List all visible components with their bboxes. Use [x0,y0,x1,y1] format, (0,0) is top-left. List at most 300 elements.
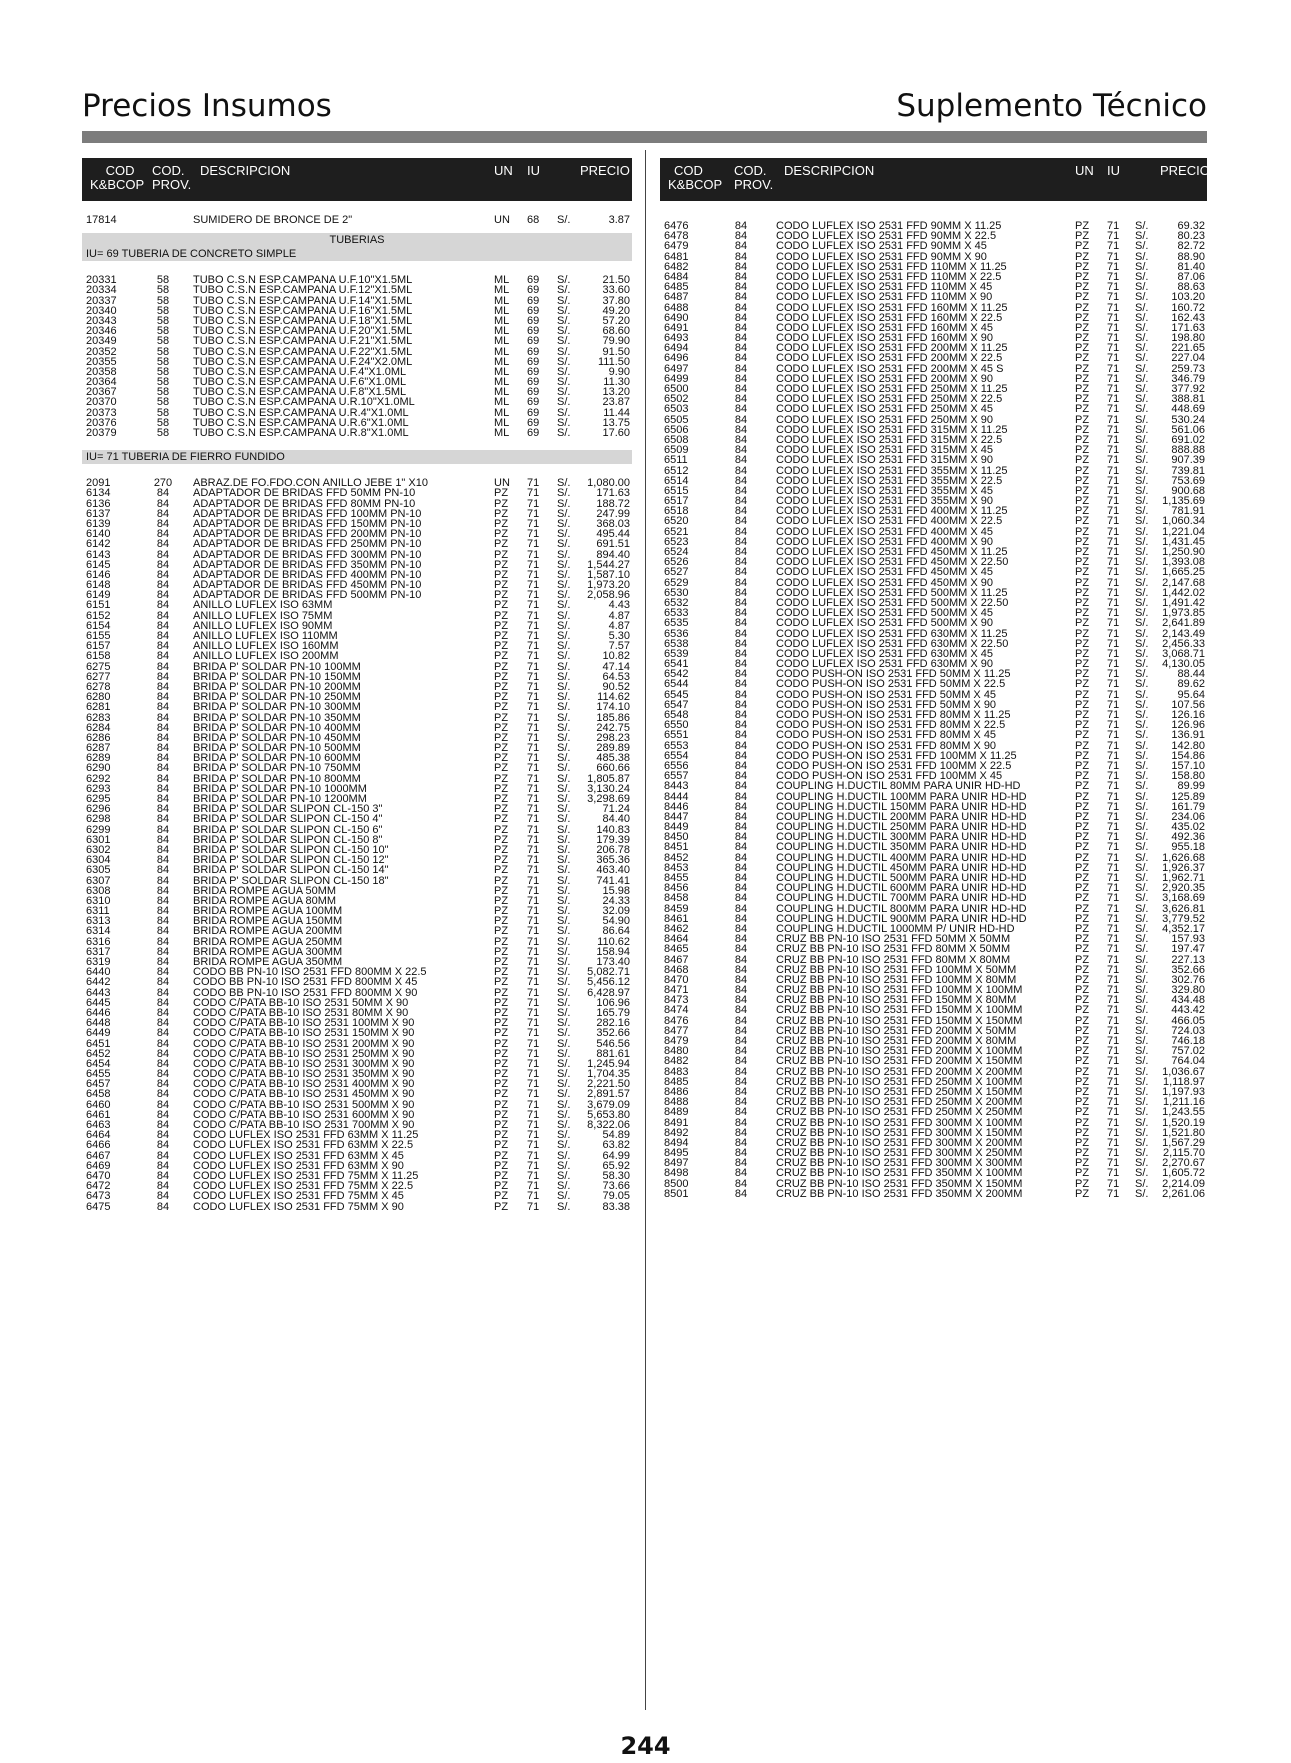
provider-code: 84 [156,680,170,693]
iu-index: 71 [1107,596,1120,609]
iu-index: 71 [1107,454,1120,467]
unit: PZ [494,742,509,755]
unit: PZ [1075,668,1090,681]
item-description: TUBO C.S.N ESP.CAMPANA U.F.12"X1.5ML [193,284,413,297]
iu-index: 71 [527,640,540,653]
item-code: 6500 [664,383,689,395]
iu-index: 71 [527,1149,540,1162]
item-code: 8495 [664,1147,689,1160]
header-codprov [152,164,191,192]
price: 3,298.69 [587,793,630,805]
iu-index: 71 [1107,260,1120,273]
price: 2,641.89 [1162,617,1205,630]
unit: PZ [1075,729,1090,742]
item-description: BRIDA P' SOLDAR SLIPON CL-150 6" [193,823,383,836]
header-desc: DESCRIPCION [200,163,291,178]
iu-index: 71 [527,915,540,928]
price: 65.92 [602,1159,630,1172]
price: 660.66 [596,762,630,775]
item-code: 6490 [664,311,689,324]
price: 1,245.94 [587,1057,630,1070]
item-code: 6467 [86,1149,111,1162]
item-description: ANILLO LUFLEX ISO 200MM [193,650,339,663]
item-code: 6530 [664,586,689,599]
item-code: 8500 [664,1177,689,1190]
unit: PZ [494,680,509,693]
unit: PZ [1075,658,1090,671]
provider-code: 84 [734,668,748,681]
iu-index: 71 [527,589,540,602]
price: 71.24 [602,803,630,816]
currency: S/. [1135,586,1149,599]
item-description: BRIDA P' SOLDAR SLIPON CL-150 14" [193,864,389,877]
item-description: CODO PUSH-ON ISO 2531 FFD 100MM X 22.5 [776,759,1012,772]
currency: S/. [1135,709,1149,721]
provider-code: 84 [734,220,748,232]
provider-code: 84 [156,1169,170,1182]
unit: PZ [494,884,509,897]
item-code: 8473 [664,994,689,1007]
currency: S/. [557,1190,571,1203]
provider-code: 58 [156,335,170,348]
item-description: ADAPTADOR DE BRIDAS FFD 500MM PN-10 [193,589,422,602]
item-description: CRUZ BB PN-10 ISO 2531 FFD 200MM X 80MM [776,1035,1017,1047]
unit: PZ [494,1078,509,1091]
currency: S/. [557,1006,571,1019]
item-description: COUPLING H.DUCTIL 500MM PARA UNIR HD-HD [776,872,1027,884]
price: 158.94 [596,945,630,958]
provider-code: 84 [734,617,748,630]
price: 11.44 [603,406,630,419]
item-code: 6443 [86,986,111,999]
iu-index: 71 [1107,311,1120,324]
unit: PZ [1075,556,1090,569]
iu-index: 71 [1107,220,1120,232]
price: 69.32 [1177,220,1205,232]
item-code: 6137 [86,507,111,520]
provider-code: 84 [734,800,748,813]
price: 162.43 [1171,311,1205,324]
iu-index: 71 [1107,963,1120,976]
currency: S/. [1135,423,1149,436]
currency: S/. [1135,658,1149,671]
currency: S/. [1135,301,1149,314]
item-description: CODO LUFLEX ISO 2531 FFD 630MM X 45 [776,647,994,660]
unit: PZ [1075,495,1090,508]
currency: S/. [557,568,571,581]
item-description: CODO LUFLEX ISO 2531 FFD 630MM X 22.50 [776,637,1009,650]
item-description: BRIDA P' SOLDAR SLIPON CL-150 18" [193,874,389,887]
provider-code: 84 [156,487,170,500]
item-description: CRUZ BB PN-10 ISO 2531 FFD 200MM X 100MM [776,1045,1023,1058]
price: 136.91 [1171,729,1205,742]
unit: PZ [1075,301,1090,314]
item-code: 6550 [664,719,689,732]
item-description: ADAPTADOR DE BRIDAS FFD 50MM PN-10 [193,487,416,500]
iu-index: 71 [1107,810,1120,823]
item-code: 8456 [664,882,689,895]
currency: S/. [557,517,571,530]
unit: PZ [494,619,509,632]
unit: PZ [1075,454,1090,467]
provider-code: 84 [734,596,748,609]
item-code: 6442 [86,976,111,989]
item-description: COUPLING H.DUCTIL 900MM PARA UNIR HD-HD [776,912,1027,925]
item-code: 8479 [664,1035,689,1047]
currency: S/. [1135,403,1149,416]
item-code: 6539 [664,647,689,660]
provider-code: 84 [734,1187,748,1200]
currency: S/. [1135,963,1149,976]
unit: PZ [494,935,509,948]
provider-code: 84 [734,1106,748,1119]
provider-code: 84 [734,1014,748,1027]
currency: S/. [1135,1004,1149,1017]
iu-index: 71 [1107,678,1120,691]
item-description: CODO LUFLEX ISO 2531 FFD 355MM X 11.25 [776,464,1008,477]
unit: PZ [494,1057,509,1070]
unit: PZ [494,1047,509,1060]
header-kbcop-label: K&BCOP [668,177,723,192]
price: 1,197.93 [1162,1085,1205,1098]
provider-code: 84 [156,640,170,653]
currency: S/. [1135,973,1149,986]
price: 888.88 [1171,444,1205,457]
provider-code: 58 [156,284,170,297]
item-code: 6314 [86,925,111,938]
item-code: 6440 [86,966,111,979]
provider-code: 84 [734,1177,748,1190]
currency: S/. [1135,250,1149,263]
price: 3,779.52 [1162,912,1205,925]
page-title-right: Suplemento Técnico [896,88,1207,124]
item-code: 6454 [86,1057,111,1070]
currency: S/. [557,345,571,358]
item-description: CRUZ BB PN-10 ISO 2531 FFD 250MM X 250MM [776,1106,1023,1119]
provider-code: 58 [156,427,170,439]
currency: S/. [557,355,571,368]
provider-code: 84 [734,332,748,345]
unit: PZ [1075,240,1090,253]
provider-code: 84 [734,535,748,548]
currency: S/. [557,528,571,541]
unit: ML [494,294,510,307]
provider-code: 84 [734,647,748,660]
item-description: CODO LUFLEX ISO 2531 FFD 500MM X 45 [776,607,994,620]
provider-code: 84 [156,721,170,734]
provider-code: 84 [734,321,748,334]
price: 73.66 [602,1180,630,1193]
right-price-table [660,158,1210,1200]
currency: S/. [1135,1157,1149,1170]
item-code: 6553 [664,739,689,752]
unit: ML [494,335,510,348]
item-code: 6482 [664,260,689,273]
unit: PZ [1075,372,1090,385]
unit: PZ [494,956,509,968]
price: 1,520.19 [1162,1116,1205,1129]
item-description: TUBO C.S.N ESP.CAMPANA U.R.6"X1.0ML [193,416,409,429]
provider-code: 84 [156,1027,170,1040]
currency: S/. [557,813,571,826]
item-code: 6545 [664,688,689,701]
item-description: CRUZ BB PN-10 ISO 2531 FFD 100MM X 100MM [776,984,1023,997]
provider-code: 84 [156,915,170,928]
currency: S/. [557,650,571,663]
iu-index: 71 [527,1159,540,1172]
provider-code: 84 [734,994,748,1007]
price: 4.43 [608,599,630,612]
unit: PZ [1075,1035,1090,1047]
item-code: 6470 [86,1169,111,1182]
unit: PZ [494,894,509,907]
unit: PZ [1075,260,1090,273]
item-description: COUPLING H.DUCTIL 800MM PARA UNIR HD-HD [776,902,1027,915]
provider-code: 84 [734,1126,748,1139]
item-description: CODO LUFLEX ISO 2531 FFD 90MM X 90 [776,250,987,263]
item-code: 6292 [86,772,111,785]
item-description: CODO LUFLEX ISO 2531 FFD 450MM X 22.50 [776,556,1009,569]
unit: PZ [1075,607,1090,620]
column-divider [645,150,646,1710]
currency: S/. [557,1159,571,1172]
currency: S/. [1135,454,1149,467]
currency: S/. [557,589,571,602]
item-description: BRIDA ROMPE AGUA 50MM [193,884,337,897]
item-code: 6287 [86,742,111,755]
currency: S/. [1135,1147,1149,1160]
currency: S/. [1135,240,1149,253]
unit: PZ [494,803,509,816]
unit: PZ [1075,698,1090,711]
item-description: CODO LUFLEX ISO 2531 FFD 355MM X 22.5 [776,474,1003,487]
item-code: 6313 [86,915,111,928]
iu-index: 71 [527,660,540,673]
item-code: 8471 [664,984,689,997]
unit: PZ [494,1180,509,1193]
unit: PZ [1075,596,1090,609]
price: 753.69 [1171,474,1205,487]
iu-index: 71 [1107,658,1120,671]
price: 79.05 [602,1190,630,1203]
item-code: 6149 [86,589,111,602]
provider-code: 84 [734,433,748,446]
unit: PZ [494,1088,509,1101]
price: 894.40 [596,548,630,561]
item-code: 6298 [86,813,111,826]
currency: S/. [557,1108,571,1121]
item-code: 6299 [86,823,111,836]
price: 1,243.55 [1162,1106,1205,1119]
item-code: 6289 [86,752,111,765]
iu-index: 71 [1107,444,1120,457]
item-description: COUPLING H.DUCTIL 250MM PARA UNIR HD-HD [776,821,1027,834]
currency: S/. [1135,922,1149,935]
price: 724.03 [1171,1024,1205,1037]
item-description: COUPLING H.DUCTIL 200MM PARA UNIR HD-HD [776,810,1027,823]
iu-index: 71 [1107,464,1120,477]
price: 142.80 [1171,739,1205,752]
header-un: UN [494,163,513,178]
price: 4,352.17 [1162,922,1205,935]
unit: PZ [494,1098,509,1111]
unit: PZ [1075,943,1090,956]
currency: S/. [1135,790,1149,803]
currency: S/. [557,854,571,867]
provider-code: 84 [734,637,748,650]
currency: S/. [1135,831,1149,844]
price: 84.40 [602,813,630,826]
currency: S/. [557,304,571,317]
item-description: CODO LUFLEX ISO 2531 FFD 250MM X 45 [776,403,994,416]
iu-index: 71 [527,1088,540,1101]
item-description: BRIDA P' SOLDAR PN-10 1200MM [193,793,367,805]
provider-code: 84 [156,823,170,836]
price: 302.76 [1171,973,1205,986]
provider-code: 84 [734,291,748,304]
provider-code: 84 [734,607,748,620]
currency: S/. [1135,352,1149,365]
currency: S/. [1135,291,1149,304]
provider-code: 84 [734,566,748,579]
provider-code: 84 [156,1129,170,1142]
currency: S/. [557,956,571,968]
provider-code: 84 [734,780,748,793]
price: 63.82 [602,1139,630,1152]
price: 37.80 [602,294,630,307]
price: 4.87 [608,619,630,632]
provider-code: 84 [734,444,748,457]
unit: PZ [494,925,509,938]
unit: PZ [494,507,509,520]
unit: ML [494,386,510,399]
unit: PZ [494,538,509,551]
provider-code: 84 [734,821,748,834]
currency: S/. [1135,719,1149,732]
price: 188.72 [596,497,630,510]
provider-code: 84 [734,576,748,589]
item-description: COUPLING H.DUCTIL 700MM PARA UNIR HD-HD [776,892,1027,905]
item-description: COUPLING H.DUCTIL 1000MM P/ UNIR HD-HD [776,922,1015,935]
currency: S/. [1135,1177,1149,1190]
iu-index: 71 [527,823,540,836]
currency: S/. [1135,566,1149,579]
item-code: 6554 [664,749,689,762]
item-code: 8450 [664,831,689,844]
currency: S/. [1135,770,1149,783]
unit: PZ [1075,505,1090,518]
item-code: 6311 [86,905,110,918]
item-code: 8489 [664,1106,689,1119]
price: 126.96 [1171,719,1205,732]
unit: PZ [1075,688,1090,701]
item-code: 8461 [664,912,689,925]
item-code: 6158 [86,650,111,663]
unit: PZ [1075,770,1090,783]
provider-code: 84 [156,528,170,541]
provider-code: 84 [734,240,748,253]
provider-code: 84 [734,250,748,263]
provider-code: 84 [734,556,748,569]
price: 741.41 [596,874,630,887]
table-row [660,1189,1207,1199]
item-code: 6551 [664,729,689,742]
item-code: 20337 [86,294,117,307]
iu-index: 71 [527,619,540,632]
iu-index: 71 [527,1006,540,1019]
item-code: 6310 [86,894,111,907]
iu-index: 71 [1107,1035,1120,1047]
currency: S/. [1135,321,1149,334]
item-description: CODO C/PATA BB-10 ISO 2531 500MM X 90 [193,1098,415,1111]
currency: S/. [1135,393,1149,406]
unit: PZ [1075,739,1090,752]
item-code: 20373 [86,406,117,419]
unit: PZ [494,1108,509,1121]
provider-code: 84 [734,1035,748,1047]
item-code: 6479 [664,240,689,253]
price: 1,431.45 [1162,535,1205,548]
iu-index: 71 [1107,770,1120,783]
price: 81.40 [1177,260,1205,273]
item-description: TUBO C.S.N ESP.CAMPANA U.R.10"X1.0ML [193,396,415,409]
iu-index: 71 [1107,902,1120,915]
header-precio: PRECIO [1160,163,1210,178]
item-description: ADAPTADOR DE BRIDAS FFD 250MM PN-10 [193,538,422,551]
currency: S/. [557,376,571,389]
price: 746.18 [1171,1035,1205,1047]
item-code: 6472 [86,1180,111,1193]
unit: PZ [1075,719,1090,732]
unit: PZ [494,976,509,989]
iu-index: 71 [1107,607,1120,620]
item-code: 6523 [664,535,689,548]
price: 47.14 [602,660,630,673]
provider-code: 84 [156,1159,170,1172]
item-description: BRIDA P' SOLDAR SLIPON CL-150 8" [193,833,383,846]
provider-code: 84 [734,515,748,528]
currency: S/. [1135,739,1149,752]
unit: PZ [494,670,509,683]
iu-index: 71 [527,813,540,826]
price: 298.23 [596,731,630,744]
item-code: 6151 [86,599,111,612]
item-description: CODO C/PATA BB-10 ISO 2531 450MM X 90 [193,1088,415,1101]
price: 3,130.24 [587,782,630,795]
item-code: 20355 [86,355,117,368]
iu-index: 71 [527,650,540,663]
provider-code: 84 [734,678,748,691]
provider-code: 84 [734,1024,748,1037]
provider-code: 84 [734,260,748,273]
currency: S/. [557,386,571,399]
currency: S/. [557,1017,571,1030]
currency: S/. [557,497,571,510]
item-description: ADAPTADOR DE BRIDAS FFD 450MM PN-10 [193,579,422,592]
price: 5,653.80 [587,1108,630,1121]
item-code: 6142 [86,538,111,551]
unit: PZ [1075,759,1090,772]
unit: PZ [1075,749,1090,762]
currency: S/. [1135,1045,1149,1058]
item-description: CODO LUFLEX ISO 2531 FFD 90MM X 45 [776,240,987,253]
price: 1,521.80 [1162,1126,1205,1139]
price: 346.79 [1171,372,1205,385]
currency: S/. [557,996,571,1009]
iu-index: 71 [1107,841,1120,854]
item-description: BRIDA P' SOLDAR PN-10 200MM [193,680,361,693]
item-code: 20346 [86,325,117,338]
